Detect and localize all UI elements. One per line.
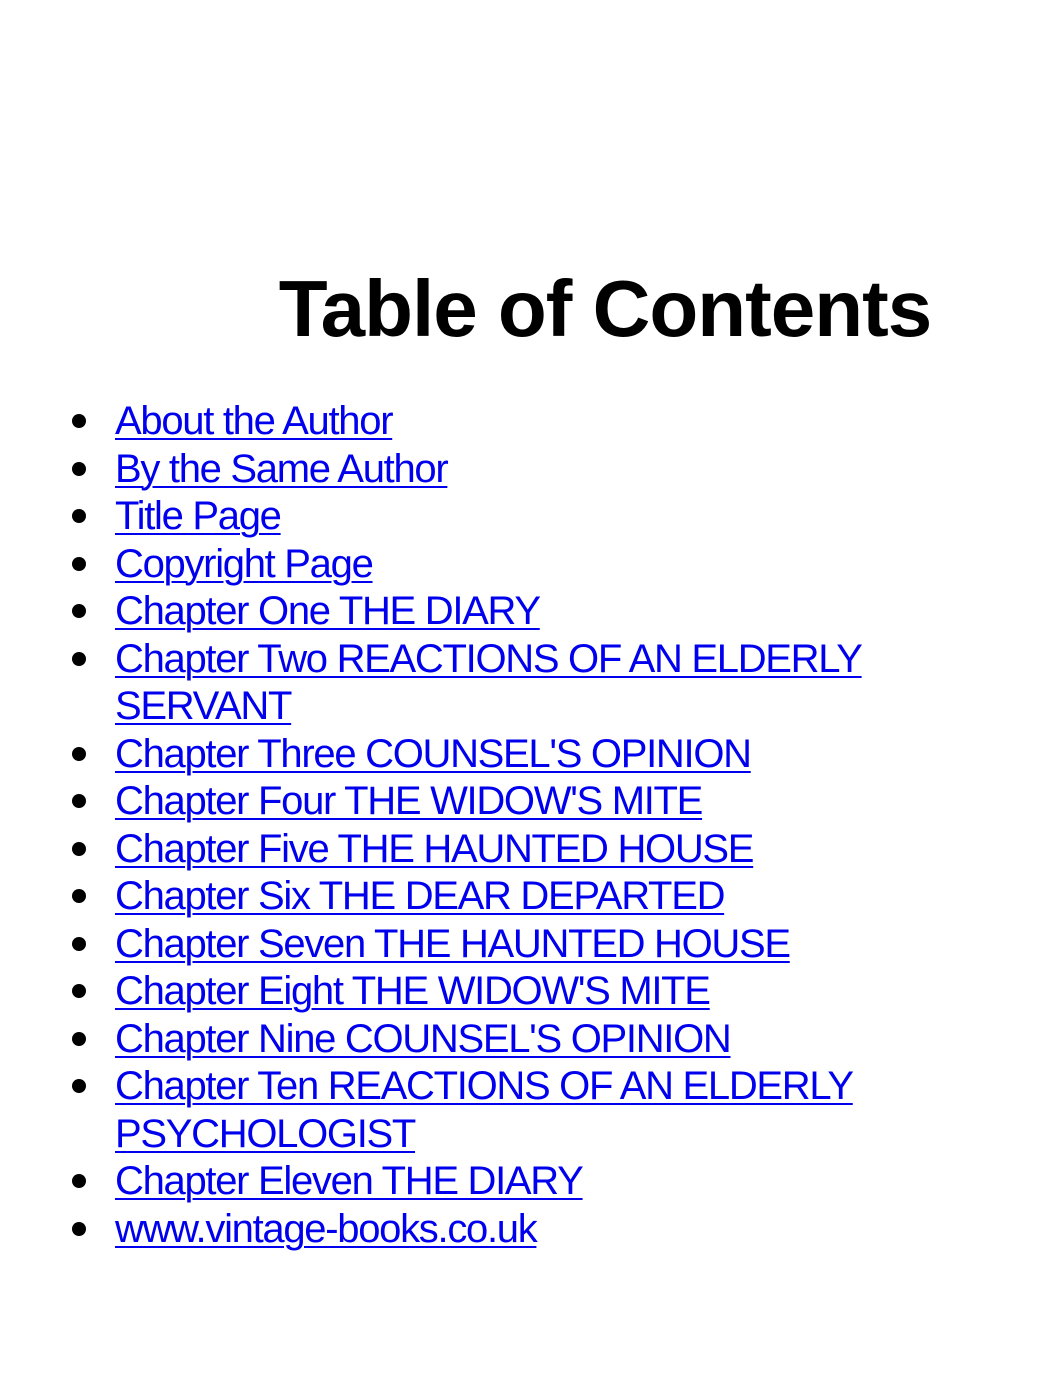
toc-link-about-the-author[interactable]: About the Author — [115, 399, 393, 443]
toc-item — [0, 1158, 1050, 1206]
bullet-icon — [72, 414, 86, 428]
toc-item — [0, 826, 1050, 874]
toc-link-chapter-four[interactable]: Chapter Four THE WIDOW'S MITE — [115, 779, 703, 823]
bullet-icon — [72, 1222, 86, 1236]
toc-item — [0, 636, 1050, 731]
toc-link-chapter-nine[interactable]: Chapter Nine COUNSEL'S OPINION — [115, 1016, 731, 1061]
bullet-icon — [72, 937, 86, 951]
toc-link-chapter-six[interactable]: Chapter Six THE DEAR DEPARTED — [115, 874, 725, 918]
bullet-icon — [72, 604, 86, 618]
bullet-icon — [72, 889, 86, 903]
toc-link-chapter-two[interactable]: Chapter Two REACTIONS OF AN ELDERLY SERVANT — [115, 636, 862, 728]
toc-item — [0, 541, 1050, 589]
bullet-icon — [72, 747, 86, 761]
toc-link-chapter-seven[interactable]: Chapter Seven THE HAUNTED HOUSE — [115, 921, 790, 966]
bullet-icon — [72, 842, 86, 856]
toc-list — [0, 398, 1050, 1253]
toc-link-chapter-eleven[interactable]: Chapter Eleven THE DIARY — [115, 1159, 583, 1203]
toc-link-chapter-one[interactable]: Chapter One THE DIARY — [115, 589, 540, 633]
toc-item — [0, 446, 1050, 494]
toc-item — [0, 398, 1050, 446]
toc-link-copyright-page[interactable]: Copyright Page — [115, 541, 373, 586]
bullet-icon — [72, 984, 86, 998]
toc-link-chapter-eight[interactable]: Chapter Eight THE WIDOW'S MITE — [115, 969, 710, 1013]
bullet-icon — [72, 794, 86, 808]
toc-link-by-the-same-author[interactable]: By the Same Author — [115, 446, 448, 491]
toc-item — [0, 778, 1050, 826]
toc-link-chapter-ten[interactable]: Chapter Ten REACTIONS OF AN ELDERLY PSYCHOLOGIST — [115, 1064, 853, 1156]
bullet-icon — [72, 1032, 86, 1046]
bullet-icon — [72, 509, 86, 523]
toc-item — [0, 493, 1050, 541]
toc-link-chapter-five[interactable]: Chapter Five THE HAUNTED HOUSE — [115, 826, 754, 871]
toc-item — [0, 1063, 1050, 1158]
toc-link-title-page[interactable]: Title Page — [115, 494, 281, 538]
toc-item — [0, 968, 1050, 1016]
bullet-icon — [72, 1079, 86, 1093]
toc-item — [0, 1016, 1050, 1064]
bullet-icon — [72, 557, 86, 571]
toc-item — [0, 588, 1050, 636]
toc-item — [0, 873, 1050, 921]
toc-item — [0, 1206, 1050, 1254]
page-title: Table of Contents — [278, 264, 932, 353]
toc-item — [0, 731, 1050, 779]
toc-link-chapter-three[interactable]: Chapter Three COUNSEL'S OPINION — [115, 731, 751, 776]
bullet-icon — [72, 1174, 86, 1188]
bullet-icon — [72, 462, 86, 476]
toc-item — [0, 921, 1050, 969]
bullet-icon — [72, 652, 86, 666]
toc-link-website[interactable]: www.vintage-books.co.uk — [115, 1206, 537, 1251]
